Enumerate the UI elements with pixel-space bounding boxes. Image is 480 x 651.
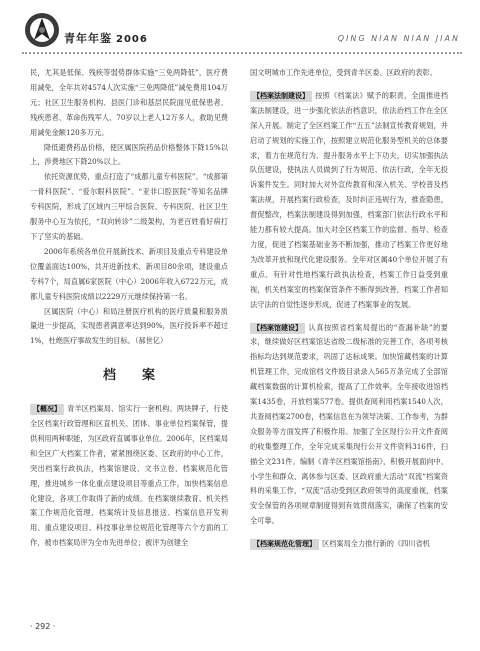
page-number: · 292 ·: [30, 622, 56, 631]
entry-tag: 【档案规范化管理】: [250, 539, 319, 550]
entry-tag: 【档案馆建设】: [250, 323, 305, 334]
paragraph: 降低避费药品价格，使区属医院药品价格整体下降15%以上，涉费地区下降20%以上。: [30, 142, 228, 167]
paragraph: 国文明城市工作先进单位，受到青羊区委、区政府的表彰。: [250, 68, 437, 77]
section-heading: 档案: [102, 368, 181, 384]
entry-text: 认真按照省档案局提出的“查漏补缺”的要求，继续做好区档案馆达省级二级标准的完善工作，各项考核指标均达到规范要求，巩固了达标成果。加快馆藏档案的计算机管理工作，完成馆档文件级目录录入565万条完成了全部馆藏档案数据的计算机检索，提高了工作效率。全年接收进馆档案1435卷，开放档案577卷。提供查阅利用档案1540人次，共查阅档案2700卷，档案信息在为领导决策、工作参考，为群众服务等方面发挥了积极作用。加强了全区现行公开文件查阅的收集整理工作，全年完成采集现行公开文件资料316件，扫描全文231件。编制《青羊区档案馆指南》，积极开展面向中、小学生和群众、离休参与区委、区政府重大活动“双流”档案资料的采集工作，“双流”活动受到区政府领导的高度重视，档案安全保管的各项规章制度得到有效贯彻落实，确保了档案的安全可靠。: [250, 322, 448, 526]
entry-tag: 【档案法制建设】: [250, 91, 312, 102]
book-title: 青年年鉴 2006: [64, 32, 148, 45]
entry-text: 区档案局全力推行新的《四川省机: [322, 539, 430, 549]
paragraph: 依托资源优势，重点打造了“成都儿童专科医院”、“成都第一骨科医院”、“爱尔眼科医院”、“亚非口腔医院”等知名品牌专科医院，形成了区域内三甲综合医院、专科医院、社区卫生服务中心互为依托，“双向转诊”二级架构，为老百姓看好病打下了坚实的基础。: [30, 172, 228, 241]
left-column: [30, 66, 228, 626]
overview-paragraph: [30, 402, 228, 551]
right-column: [250, 66, 448, 641]
edition-mark: QING NIAN NIAN JIAN: [337, 34, 460, 43]
book-logo-icon: [22, 10, 62, 50]
book-year: 2006: [116, 34, 148, 45]
entry-paragraph: [250, 321, 448, 530]
page-header: [0, 0, 480, 56]
entry-paragraph: [250, 89, 448, 313]
header-divider: [22, 52, 462, 54]
paragraph: 民，尤其是低保、残疾等弱势群体实施“三免两降低”，医疗费用减免，全年共对4574人次实施“三免两降低”减免费用104万元；社区卫生服务机构、县医门诊和基层民院面见低保患者、残疾患者、革命伤残军人、70岁以上老人12万多人，救助见费用减免金额120多万元。: [30, 68, 228, 137]
entry-paragraph: [250, 537, 448, 552]
paragraph: 区属医院（中心）和局注册医疗机构的医疗质量和服务质量进一步提高，实现患者满意率达到90%，医疗投诉率不超过1%，杜绝医疗事故发生的目标。（郝世亿）: [30, 306, 228, 346]
entry-tag: 【概况】: [30, 404, 64, 415]
entry-text: 青羊区档案局、馆实行一套机构、两块牌子，行使全区档案行政管理和区直机关、团体、事业单位档案保管，提供利用两种职能，为区政府直属事业单位。2006年，区档案局和全区广大档案工作者，紧紧围绕区委、区政府的中心工作，突出档案行政执法，档案馆建设、文书立卷、档案规范化管理，推进城乡一体化重点建设项目等重点工作，加快档案信息化建设，各项工作取得了新的成绩。在档案继续教育、机关档案工作规范化管理、档案统计及信息报送、档案信息开发利用、重点建设项目、科技事业单位规范化管理等六个方面的工作，被市档案局评为全市先进单位；被评为创建全: [30, 404, 228, 548]
paragraph: 2006年系统各单位开展新技术、新项目及重点专科建设单位覆盖面达100%，共开进新技术、新项目80余项，建设重点专科7个，局直属6家医院（中心）2006年收入6722万元，成都儿童专科医院成绩以2229万元继续保持第一名。: [30, 246, 228, 301]
entry-text: 按照《档案法》赋予的职责，全面推进档案法制建设，进一步强化依法治档意识，依法治档工作在全区深入开展。制定了全区档案工作“五五”法制宣传教育规划，并启动了规划的实施工作，按照建立规范化服务型机关的总体要求，着力在规范行为、提升服务水平上下功夫，切实加强执法队伍建设，使执法人员做到了行为规范、依法行政，全年无投诉案件发生。同时加大对外宣传教育和深入机关、学校普及档案法规，开展档案行政检查，及时纠正违规行为，推查隐患，督促整改，档案法制建设得到加强，档案部门依法行政水平和能力都有较大提高。加大对全区档案工作的监督、指导、检查力度，促进了档案基础业务不断加强，推动了档案工作更好地为改革开放和现代化建设服务。全年对区属40个单位开展了有重点、有针对性地档案行政执法检查，档案工作日益受到重视，机关档案室的档案保管条件不断得到改善，档案工作者知法守法的自觉性逐步形成，促进了档案事业的发展。: [250, 90, 448, 309]
